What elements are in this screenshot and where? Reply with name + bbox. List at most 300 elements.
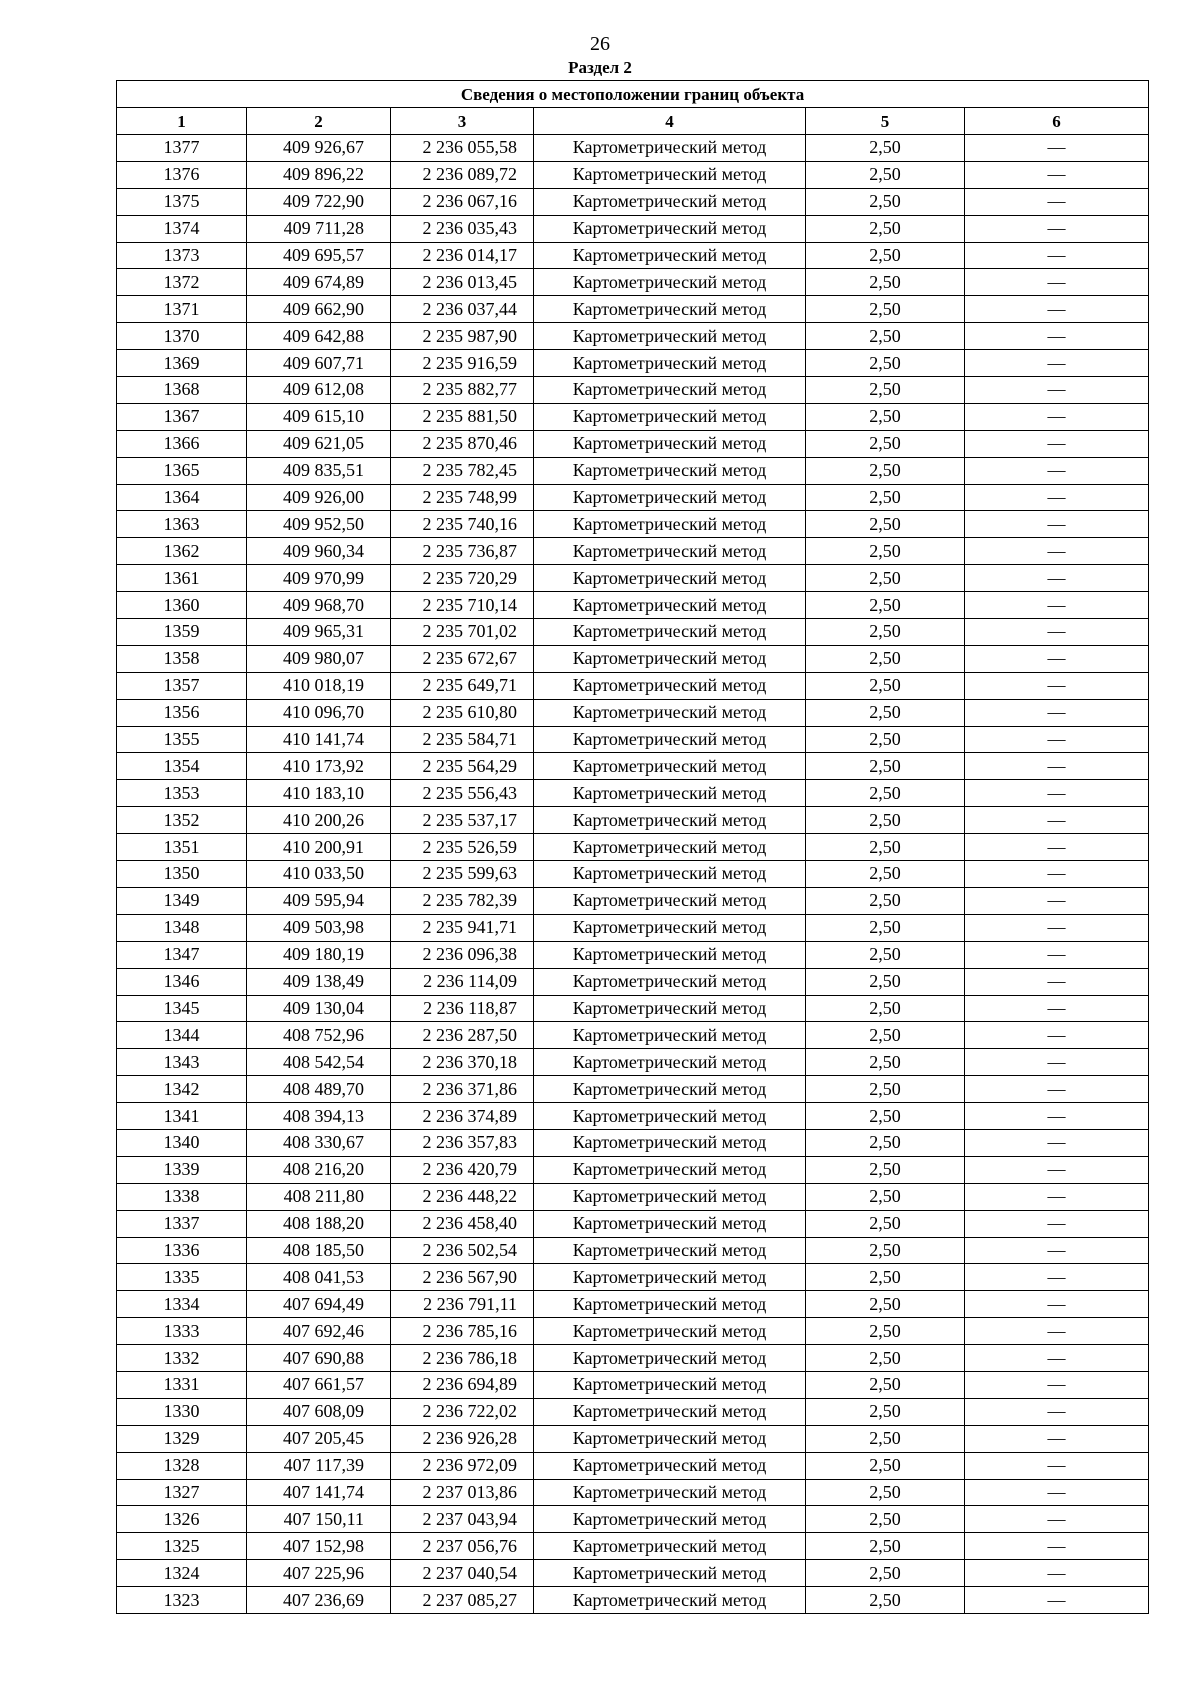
table-row bbox=[117, 188, 1149, 215]
x-coordinate-cell: 409 722,90 bbox=[247, 188, 391, 215]
table-row bbox=[117, 968, 1149, 995]
x-coordinate-cell: 407 117,39 bbox=[247, 1452, 391, 1479]
note-cell: — bbox=[965, 1398, 1149, 1425]
method-cell: Картометрический метод bbox=[534, 807, 806, 834]
method-cell: Картометрический метод bbox=[534, 1022, 806, 1049]
y-coordinate-cell: 2 237 013,86 bbox=[391, 1479, 534, 1506]
note-cell: — bbox=[965, 1264, 1149, 1291]
y-coordinate-cell: 2 236 374,89 bbox=[391, 1103, 534, 1130]
note-cell: — bbox=[965, 403, 1149, 430]
y-coordinate-cell: 2 235 748,99 bbox=[391, 484, 534, 511]
boundary-coordinates-table bbox=[116, 80, 1149, 1614]
method-cell: Картометрический метод bbox=[534, 995, 806, 1022]
point-number-cell: 1352 bbox=[117, 807, 247, 834]
table-row bbox=[117, 323, 1149, 350]
point-number-cell: 1367 bbox=[117, 403, 247, 430]
point-number-cell: 1343 bbox=[117, 1049, 247, 1076]
x-coordinate-cell: 408 489,70 bbox=[247, 1076, 391, 1103]
point-number-cell: 1348 bbox=[117, 914, 247, 941]
note-cell: — bbox=[965, 1022, 1149, 1049]
note-cell: — bbox=[965, 215, 1149, 242]
point-number-cell: 1355 bbox=[117, 726, 247, 753]
method-cell: Картометрический метод bbox=[534, 699, 806, 726]
table-row bbox=[117, 1452, 1149, 1479]
x-coordinate-cell: 409 980,07 bbox=[247, 645, 391, 672]
point-number-cell: 1361 bbox=[117, 565, 247, 592]
x-coordinate-cell: 407 694,49 bbox=[247, 1291, 391, 1318]
accuracy-cell: 2,50 bbox=[806, 1371, 965, 1398]
note-cell: — bbox=[965, 968, 1149, 995]
x-coordinate-cell: 409 130,04 bbox=[247, 995, 391, 1022]
x-coordinate-cell: 407 690,88 bbox=[247, 1345, 391, 1372]
x-coordinate-cell: 408 542,54 bbox=[247, 1049, 391, 1076]
y-coordinate-cell: 2 236 786,18 bbox=[391, 1345, 534, 1372]
note-cell: — bbox=[965, 1318, 1149, 1345]
method-cell: Картометрический метод bbox=[534, 1156, 806, 1183]
table-row bbox=[117, 1210, 1149, 1237]
y-coordinate-cell: 2 236 089,72 bbox=[391, 161, 534, 188]
y-coordinate-cell: 2 235 736,87 bbox=[391, 538, 534, 565]
x-coordinate-cell: 409 965,31 bbox=[247, 619, 391, 646]
accuracy-cell: 2,50 bbox=[806, 807, 965, 834]
method-cell: Картометрический метод bbox=[534, 1264, 806, 1291]
point-number-cell: 1330 bbox=[117, 1398, 247, 1425]
method-cell: Картометрический метод bbox=[534, 242, 806, 269]
accuracy-cell: 2,50 bbox=[806, 457, 965, 484]
table-row bbox=[117, 995, 1149, 1022]
y-coordinate-cell: 2 236 055,58 bbox=[391, 135, 534, 162]
accuracy-cell: 2,50 bbox=[806, 215, 965, 242]
caption-row bbox=[117, 81, 1149, 108]
note-cell: — bbox=[965, 834, 1149, 861]
accuracy-cell: 2,50 bbox=[806, 995, 965, 1022]
point-number-cell: 1349 bbox=[117, 887, 247, 914]
note-cell: — bbox=[965, 323, 1149, 350]
point-number-cell: 1357 bbox=[117, 672, 247, 699]
point-number-cell: 1334 bbox=[117, 1291, 247, 1318]
x-coordinate-cell: 409 642,88 bbox=[247, 323, 391, 350]
point-number-cell: 1376 bbox=[117, 161, 247, 188]
note-cell: — bbox=[965, 1049, 1149, 1076]
accuracy-cell: 2,50 bbox=[806, 1345, 965, 1372]
y-coordinate-cell: 2 235 941,71 bbox=[391, 914, 534, 941]
note-cell: — bbox=[965, 430, 1149, 457]
point-number-cell: 1333 bbox=[117, 1318, 247, 1345]
method-cell: Картометрический метод bbox=[534, 1049, 806, 1076]
point-number-cell: 1341 bbox=[117, 1103, 247, 1130]
table-row bbox=[117, 592, 1149, 619]
point-number-cell: 1372 bbox=[117, 269, 247, 296]
table-row bbox=[117, 1533, 1149, 1560]
table-row bbox=[117, 645, 1149, 672]
y-coordinate-cell: 2 237 040,54 bbox=[391, 1560, 534, 1587]
x-coordinate-cell: 408 211,80 bbox=[247, 1183, 391, 1210]
point-number-cell: 1347 bbox=[117, 941, 247, 968]
accuracy-cell: 2,50 bbox=[806, 861, 965, 888]
x-coordinate-cell: 409 835,51 bbox=[247, 457, 391, 484]
x-coordinate-cell: 407 661,57 bbox=[247, 1371, 391, 1398]
point-number-cell: 1345 bbox=[117, 995, 247, 1022]
note-cell: — bbox=[965, 1103, 1149, 1130]
x-coordinate-cell: 409 926,00 bbox=[247, 484, 391, 511]
table-row bbox=[117, 430, 1149, 457]
table-row bbox=[117, 861, 1149, 888]
point-number-cell: 1368 bbox=[117, 377, 247, 404]
x-coordinate-cell: 407 205,45 bbox=[247, 1425, 391, 1452]
accuracy-cell: 2,50 bbox=[806, 565, 965, 592]
method-cell: Картометрический метод bbox=[534, 457, 806, 484]
x-coordinate-cell: 409 138,49 bbox=[247, 968, 391, 995]
method-cell: Картометрический метод bbox=[534, 1479, 806, 1506]
table-row bbox=[117, 887, 1149, 914]
note-cell: — bbox=[965, 914, 1149, 941]
accuracy-cell: 2,50 bbox=[806, 350, 965, 377]
accuracy-cell: 2,50 bbox=[806, 1183, 965, 1210]
y-coordinate-cell: 2 235 782,45 bbox=[391, 457, 534, 484]
x-coordinate-cell: 409 662,90 bbox=[247, 296, 391, 323]
table-body bbox=[117, 135, 1149, 1614]
table-row bbox=[117, 619, 1149, 646]
method-cell: Картометрический метод bbox=[534, 377, 806, 404]
accuracy-cell: 2,50 bbox=[806, 403, 965, 430]
column-header-1: 1 bbox=[117, 108, 247, 135]
table-row bbox=[117, 1183, 1149, 1210]
method-cell: Картометрический метод bbox=[534, 1318, 806, 1345]
point-number-cell: 1344 bbox=[117, 1022, 247, 1049]
table-row bbox=[117, 269, 1149, 296]
note-cell: — bbox=[965, 1129, 1149, 1156]
y-coordinate-cell: 2 236 502,54 bbox=[391, 1237, 534, 1264]
note-cell: — bbox=[965, 995, 1149, 1022]
method-cell: Картометрический метод bbox=[534, 1560, 806, 1587]
column-header-5: 5 bbox=[806, 108, 965, 135]
y-coordinate-cell: 2 235 870,46 bbox=[391, 430, 534, 457]
table-row bbox=[117, 377, 1149, 404]
method-cell: Картометрический метод bbox=[534, 861, 806, 888]
x-coordinate-cell: 409 711,28 bbox=[247, 215, 391, 242]
point-number-cell: 1363 bbox=[117, 511, 247, 538]
x-coordinate-cell: 410 200,91 bbox=[247, 834, 391, 861]
y-coordinate-cell: 2 235 701,02 bbox=[391, 619, 534, 646]
note-cell: — bbox=[965, 1237, 1149, 1264]
accuracy-cell: 2,50 bbox=[806, 753, 965, 780]
point-number-cell: 1374 bbox=[117, 215, 247, 242]
x-coordinate-cell: 407 692,46 bbox=[247, 1318, 391, 1345]
y-coordinate-cell: 2 235 537,17 bbox=[391, 807, 534, 834]
table-row bbox=[117, 1264, 1149, 1291]
x-coordinate-cell: 408 185,50 bbox=[247, 1237, 391, 1264]
x-coordinate-cell: 409 595,94 bbox=[247, 887, 391, 914]
y-coordinate-cell: 2 235 882,77 bbox=[391, 377, 534, 404]
method-cell: Картометрический метод bbox=[534, 645, 806, 672]
accuracy-cell: 2,50 bbox=[806, 484, 965, 511]
point-number-cell: 1365 bbox=[117, 457, 247, 484]
table-row bbox=[117, 1156, 1149, 1183]
point-number-cell: 1340 bbox=[117, 1129, 247, 1156]
method-cell: Картометрический метод bbox=[534, 1291, 806, 1318]
accuracy-cell: 2,50 bbox=[806, 941, 965, 968]
accuracy-cell: 2,50 bbox=[806, 161, 965, 188]
y-coordinate-cell: 2 236 096,38 bbox=[391, 941, 534, 968]
point-number-cell: 1336 bbox=[117, 1237, 247, 1264]
note-cell: — bbox=[965, 1587, 1149, 1614]
accuracy-cell: 2,50 bbox=[806, 296, 965, 323]
accuracy-cell: 2,50 bbox=[806, 1452, 965, 1479]
note-cell: — bbox=[965, 565, 1149, 592]
point-number-cell: 1353 bbox=[117, 780, 247, 807]
y-coordinate-cell: 2 236 791,11 bbox=[391, 1291, 534, 1318]
y-coordinate-cell: 2 236 458,40 bbox=[391, 1210, 534, 1237]
note-cell: — bbox=[965, 484, 1149, 511]
x-coordinate-cell: 407 225,96 bbox=[247, 1560, 391, 1587]
point-number-cell: 1371 bbox=[117, 296, 247, 323]
column-header-3: 3 bbox=[391, 108, 534, 135]
method-cell: Картометрический метод bbox=[534, 565, 806, 592]
y-coordinate-cell: 2 235 584,71 bbox=[391, 726, 534, 753]
note-cell: — bbox=[965, 1371, 1149, 1398]
note-cell: — bbox=[965, 1533, 1149, 1560]
y-coordinate-cell: 2 237 043,94 bbox=[391, 1506, 534, 1533]
x-coordinate-cell: 407 608,09 bbox=[247, 1398, 391, 1425]
method-cell: Картометрический метод bbox=[534, 484, 806, 511]
table-row bbox=[117, 699, 1149, 726]
x-coordinate-cell: 408 041,53 bbox=[247, 1264, 391, 1291]
accuracy-cell: 2,50 bbox=[806, 672, 965, 699]
accuracy-cell: 2,50 bbox=[806, 1076, 965, 1103]
method-cell: Картометрический метод bbox=[534, 188, 806, 215]
point-number-cell: 1331 bbox=[117, 1371, 247, 1398]
method-cell: Картометрический метод bbox=[534, 726, 806, 753]
page-number: 26 bbox=[590, 33, 610, 55]
accuracy-cell: 2,50 bbox=[806, 538, 965, 565]
point-number-cell: 1351 bbox=[117, 834, 247, 861]
accuracy-cell: 2,50 bbox=[806, 1560, 965, 1587]
table-row bbox=[117, 296, 1149, 323]
y-coordinate-cell: 2 236 370,18 bbox=[391, 1049, 534, 1076]
table-row bbox=[117, 672, 1149, 699]
accuracy-cell: 2,50 bbox=[806, 1318, 965, 1345]
x-coordinate-cell: 408 752,96 bbox=[247, 1022, 391, 1049]
x-coordinate-cell: 409 695,57 bbox=[247, 242, 391, 269]
x-coordinate-cell: 409 896,22 bbox=[247, 161, 391, 188]
x-coordinate-cell: 407 150,11 bbox=[247, 1506, 391, 1533]
column-header-4: 4 bbox=[534, 108, 806, 135]
method-cell: Картометрический метод bbox=[534, 1345, 806, 1372]
note-cell: — bbox=[965, 511, 1149, 538]
y-coordinate-cell: 2 236 035,43 bbox=[391, 215, 534, 242]
note-cell: — bbox=[965, 1076, 1149, 1103]
accuracy-cell: 2,50 bbox=[806, 780, 965, 807]
method-cell: Картометрический метод bbox=[534, 619, 806, 646]
method-cell: Картометрический метод bbox=[534, 430, 806, 457]
y-coordinate-cell: 2 235 599,63 bbox=[391, 861, 534, 888]
accuracy-cell: 2,50 bbox=[806, 834, 965, 861]
x-coordinate-cell: 409 180,19 bbox=[247, 941, 391, 968]
y-coordinate-cell: 2 235 720,29 bbox=[391, 565, 534, 592]
accuracy-cell: 2,50 bbox=[806, 1479, 965, 1506]
point-number-cell: 1369 bbox=[117, 350, 247, 377]
accuracy-cell: 2,50 bbox=[806, 968, 965, 995]
y-coordinate-cell: 2 236 118,87 bbox=[391, 995, 534, 1022]
note-cell: — bbox=[965, 1210, 1149, 1237]
table-row bbox=[117, 457, 1149, 484]
table-row bbox=[117, 565, 1149, 592]
method-cell: Картометрический метод bbox=[534, 1076, 806, 1103]
accuracy-cell: 2,50 bbox=[806, 726, 965, 753]
x-coordinate-cell: 410 183,10 bbox=[247, 780, 391, 807]
point-number-cell: 1346 bbox=[117, 968, 247, 995]
y-coordinate-cell: 2 236 722,02 bbox=[391, 1398, 534, 1425]
point-number-cell: 1335 bbox=[117, 1264, 247, 1291]
method-cell: Картометрический метод bbox=[534, 780, 806, 807]
table-header bbox=[117, 81, 1149, 135]
method-cell: Картометрический метод bbox=[534, 914, 806, 941]
accuracy-cell: 2,50 bbox=[806, 511, 965, 538]
note-cell: — bbox=[965, 242, 1149, 269]
accuracy-cell: 2,50 bbox=[806, 1533, 965, 1560]
x-coordinate-cell: 409 674,89 bbox=[247, 269, 391, 296]
accuracy-cell: 2,50 bbox=[806, 377, 965, 404]
x-coordinate-cell: 409 612,08 bbox=[247, 377, 391, 404]
x-coordinate-cell: 409 621,05 bbox=[247, 430, 391, 457]
method-cell: Картометрический метод bbox=[534, 1452, 806, 1479]
accuracy-cell: 2,50 bbox=[806, 645, 965, 672]
note-cell: — bbox=[965, 1560, 1149, 1587]
accuracy-cell: 2,50 bbox=[806, 1237, 965, 1264]
y-coordinate-cell: 2 235 740,16 bbox=[391, 511, 534, 538]
note-cell: — bbox=[965, 1291, 1149, 1318]
table-row bbox=[117, 1076, 1149, 1103]
method-cell: Картометрический метод bbox=[534, 941, 806, 968]
point-number-cell: 1327 bbox=[117, 1479, 247, 1506]
point-number-cell: 1375 bbox=[117, 188, 247, 215]
accuracy-cell: 2,50 bbox=[806, 1049, 965, 1076]
y-coordinate-cell: 2 235 556,43 bbox=[391, 780, 534, 807]
table-row bbox=[117, 753, 1149, 780]
accuracy-cell: 2,50 bbox=[806, 1103, 965, 1130]
method-cell: Картометрический метод bbox=[534, 1506, 806, 1533]
point-number-cell: 1332 bbox=[117, 1345, 247, 1372]
note-cell: — bbox=[965, 377, 1149, 404]
table-row bbox=[117, 1103, 1149, 1130]
note-cell: — bbox=[965, 592, 1149, 619]
point-number-cell: 1339 bbox=[117, 1156, 247, 1183]
accuracy-cell: 2,50 bbox=[806, 914, 965, 941]
point-number-cell: 1328 bbox=[117, 1452, 247, 1479]
table-row bbox=[117, 1022, 1149, 1049]
accuracy-cell: 2,50 bbox=[806, 1264, 965, 1291]
x-coordinate-cell: 407 236,69 bbox=[247, 1587, 391, 1614]
x-coordinate-cell: 410 033,50 bbox=[247, 861, 391, 888]
y-coordinate-cell: 2 237 056,76 bbox=[391, 1533, 534, 1560]
method-cell: Картометрический метод bbox=[534, 403, 806, 430]
note-cell: — bbox=[965, 645, 1149, 672]
method-cell: Картометрический метод bbox=[534, 135, 806, 162]
point-number-cell: 1373 bbox=[117, 242, 247, 269]
table-row bbox=[117, 242, 1149, 269]
method-cell: Картометрический метод bbox=[534, 538, 806, 565]
note-cell: — bbox=[965, 188, 1149, 215]
point-number-cell: 1366 bbox=[117, 430, 247, 457]
table-row bbox=[117, 1506, 1149, 1533]
point-number-cell: 1377 bbox=[117, 135, 247, 162]
accuracy-cell: 2,50 bbox=[806, 887, 965, 914]
note-cell: — bbox=[965, 1506, 1149, 1533]
method-cell: Картометрический метод bbox=[534, 1210, 806, 1237]
method-cell: Картометрический метод bbox=[534, 1183, 806, 1210]
table-row bbox=[117, 215, 1149, 242]
note-cell: — bbox=[965, 350, 1149, 377]
method-cell: Картометрический метод bbox=[534, 1129, 806, 1156]
y-coordinate-cell: 2 236 114,09 bbox=[391, 968, 534, 995]
y-coordinate-cell: 2 235 782,39 bbox=[391, 887, 534, 914]
note-cell: — bbox=[965, 1183, 1149, 1210]
note-cell: — bbox=[965, 1156, 1149, 1183]
table-row bbox=[117, 1049, 1149, 1076]
table-row bbox=[117, 1425, 1149, 1452]
table-row bbox=[117, 135, 1149, 162]
x-coordinate-cell: 410 141,74 bbox=[247, 726, 391, 753]
x-coordinate-cell: 409 960,34 bbox=[247, 538, 391, 565]
x-coordinate-cell: 409 503,98 bbox=[247, 914, 391, 941]
table-row bbox=[117, 1479, 1149, 1506]
table-row bbox=[117, 1291, 1149, 1318]
accuracy-cell: 2,50 bbox=[806, 242, 965, 269]
note-cell: — bbox=[965, 672, 1149, 699]
y-coordinate-cell: 2 236 287,50 bbox=[391, 1022, 534, 1049]
x-coordinate-cell: 408 330,67 bbox=[247, 1129, 391, 1156]
x-coordinate-cell: 407 141,74 bbox=[247, 1479, 391, 1506]
table-row bbox=[117, 1237, 1149, 1264]
x-coordinate-cell: 408 188,20 bbox=[247, 1210, 391, 1237]
method-cell: Картометрический метод bbox=[534, 1587, 806, 1614]
note-cell: — bbox=[965, 780, 1149, 807]
x-coordinate-cell: 410 018,19 bbox=[247, 672, 391, 699]
y-coordinate-cell: 2 235 987,90 bbox=[391, 323, 534, 350]
note-cell: — bbox=[965, 941, 1149, 968]
method-cell: Картометрический метод bbox=[534, 323, 806, 350]
accuracy-cell: 2,50 bbox=[806, 1587, 965, 1614]
point-number-cell: 1323 bbox=[117, 1587, 247, 1614]
note-cell: — bbox=[965, 296, 1149, 323]
x-coordinate-cell: 410 200,26 bbox=[247, 807, 391, 834]
method-cell: Картометрический метод bbox=[534, 1103, 806, 1130]
note-cell: — bbox=[965, 887, 1149, 914]
accuracy-cell: 2,50 bbox=[806, 1210, 965, 1237]
method-cell: Картометрический метод bbox=[534, 161, 806, 188]
y-coordinate-cell: 2 236 420,79 bbox=[391, 1156, 534, 1183]
accuracy-cell: 2,50 bbox=[806, 1398, 965, 1425]
accuracy-cell: 2,50 bbox=[806, 323, 965, 350]
method-cell: Картометрический метод bbox=[534, 269, 806, 296]
y-coordinate-cell: 2 236 371,86 bbox=[391, 1076, 534, 1103]
column-header-2: 2 bbox=[247, 108, 391, 135]
y-coordinate-cell: 2 236 014,17 bbox=[391, 242, 534, 269]
x-coordinate-cell: 409 952,50 bbox=[247, 511, 391, 538]
accuracy-cell: 2,50 bbox=[806, 269, 965, 296]
accuracy-cell: 2,50 bbox=[806, 1506, 965, 1533]
accuracy-cell: 2,50 bbox=[806, 1291, 965, 1318]
table-row bbox=[117, 511, 1149, 538]
point-number-cell: 1326 bbox=[117, 1506, 247, 1533]
point-number-cell: 1325 bbox=[117, 1533, 247, 1560]
y-coordinate-cell: 2 235 672,67 bbox=[391, 645, 534, 672]
table-row bbox=[117, 914, 1149, 941]
note-cell: — bbox=[965, 753, 1149, 780]
point-number-cell: 1354 bbox=[117, 753, 247, 780]
point-number-cell: 1362 bbox=[117, 538, 247, 565]
x-coordinate-cell: 408 394,13 bbox=[247, 1103, 391, 1130]
